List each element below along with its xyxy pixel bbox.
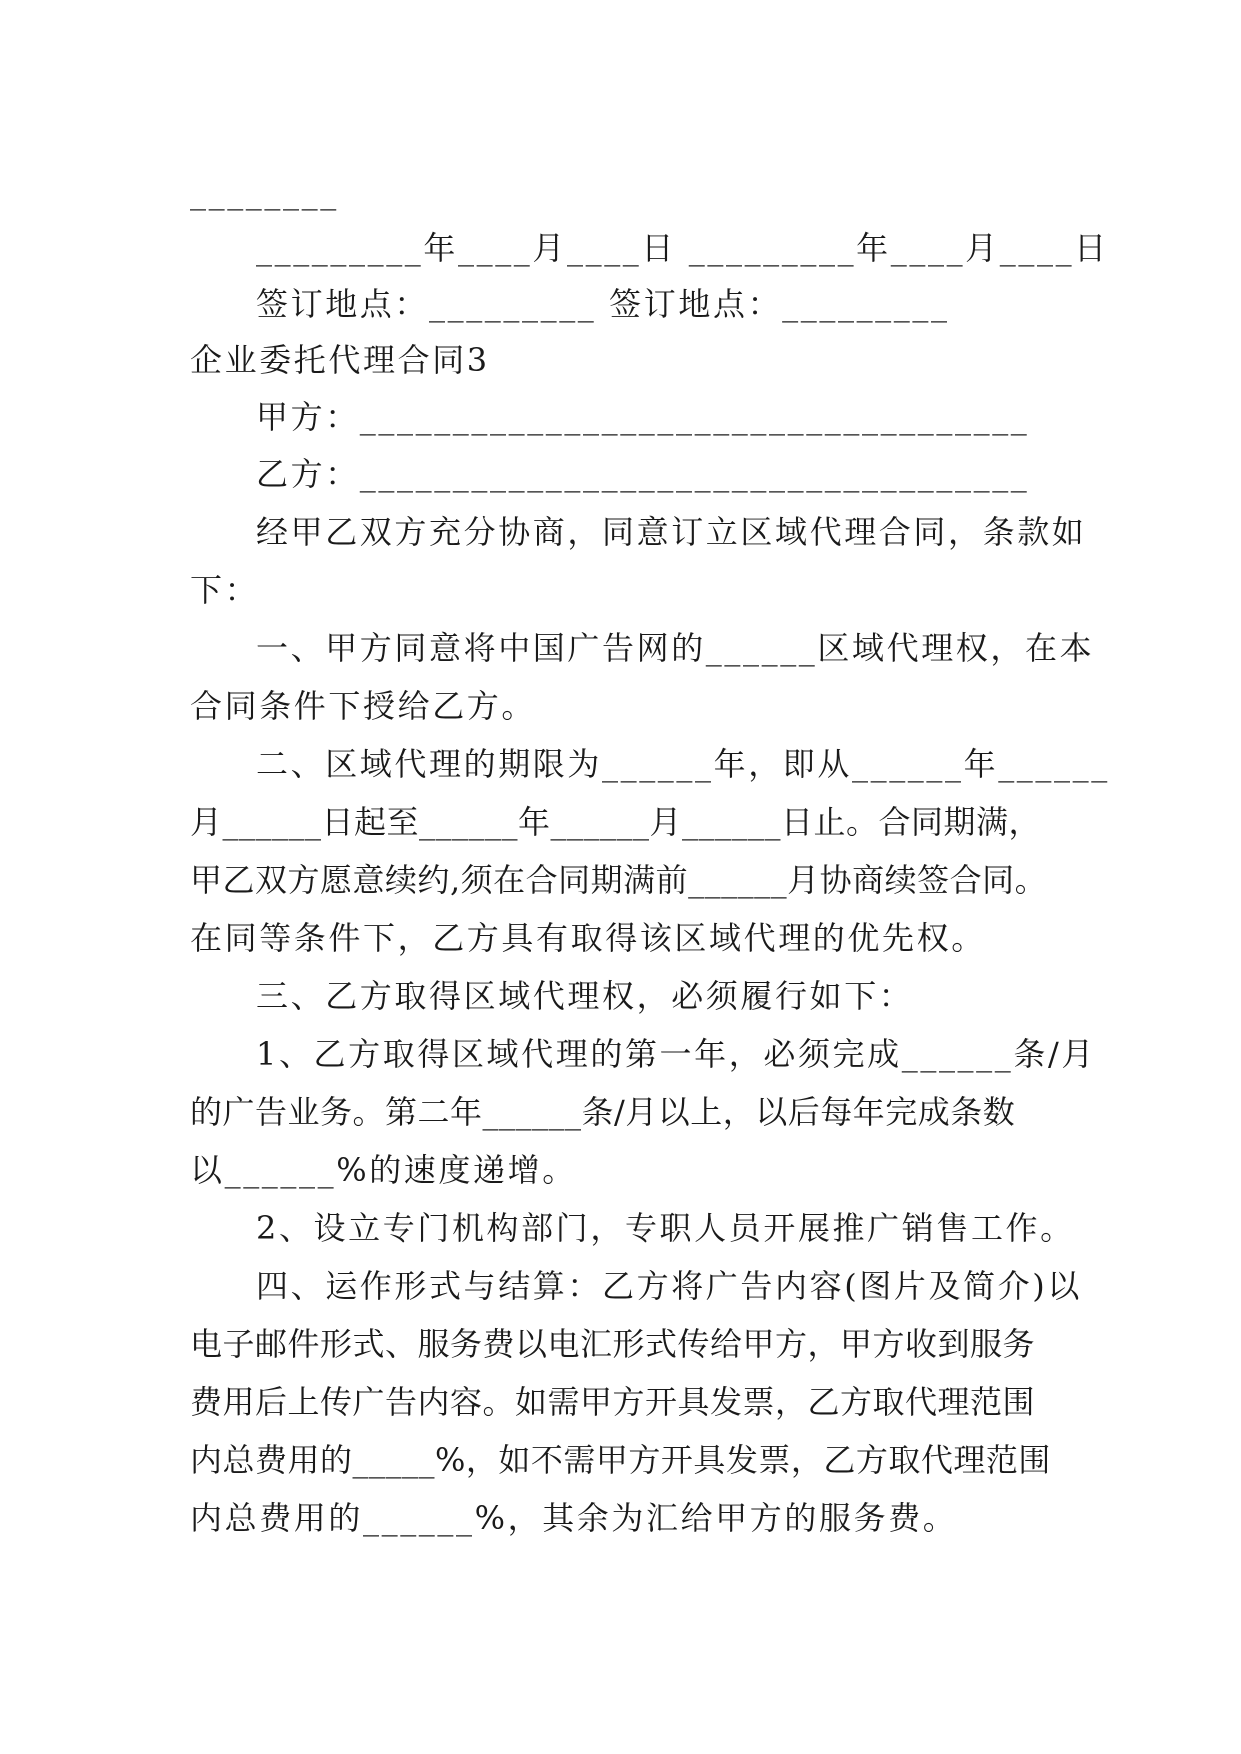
signing-place-line: 签订地点：_________ 签订地点：_________ xyxy=(256,285,950,323)
clause-3-item-2: 2、设立专门机构部门，专职人员开展推广销售工作。 xyxy=(256,1209,1075,1247)
intro-paragraph-line-1: 经甲乙双方充分协商，同意订立区域代理合同，条款如 xyxy=(256,513,1087,551)
clause-4-line-5: 内总费用的______%，其余为汇给甲方的服务费。 xyxy=(190,1499,958,1537)
date-line: _________年____月____日 _________年____月____日 xyxy=(256,229,1109,267)
clause-1-line-1: 一、甲方同意将中国广告网的______区域代理权，在本 xyxy=(256,629,1095,667)
party-a-line: 甲方：____________________________________ xyxy=(256,398,1030,436)
contract-title: 企业委托代理合同3 xyxy=(190,341,490,379)
clause-1-line-2: 合同条件下授给乙方。 xyxy=(190,687,537,725)
clause-4-line-2: 电子邮件形式、服务费以电汇形式传给甲方，甲方收到服务 xyxy=(190,1325,1036,1363)
clause-3-item-1-line-1: 1、乙方取得区域代理的第一年，必须完成______条/月 xyxy=(256,1035,1096,1073)
intro-paragraph-line-2: 下： xyxy=(190,571,260,609)
clause-4-line-4: 内总费用的_____%，如不需甲方开具发票，乙方取代理范围 xyxy=(190,1441,1051,1479)
clause-3-item-1-line-3: 以______%的速度递增。 xyxy=(190,1151,577,1189)
clause-4-line-3: 费用后上传广告内容。如需甲方开具发票，乙方取代理范围 xyxy=(190,1383,1036,1421)
clause-3-item-1-line-2: 的广告业务。第二年______条/月以上，以后每年完成条数 xyxy=(190,1093,1016,1131)
clause-2-line-4: 在同等条件下，乙方具有取得该区域代理的优先权。 xyxy=(190,919,986,957)
clause-2-line-3: 甲乙双方愿意续约,须在合同期满前______月协商续签合同。 xyxy=(190,861,1048,899)
party-b-line: 乙方：____________________________________ xyxy=(256,455,1030,493)
clause-2-line-1: 二、区域代理的期限为______年，即从______年______ xyxy=(256,745,1110,783)
clause-2-line-2: 月______日起至______年______月______日止。合同期满， xyxy=(190,803,1042,841)
clause-4-line-1: 四、运作形式与结算：乙方将广告内容(图片及简介)以 xyxy=(256,1267,1082,1305)
clause-3-heading: 三、乙方取得区域代理权，必须履行如下： xyxy=(256,977,914,1015)
blank-signature-line: ________ xyxy=(190,173,339,211)
